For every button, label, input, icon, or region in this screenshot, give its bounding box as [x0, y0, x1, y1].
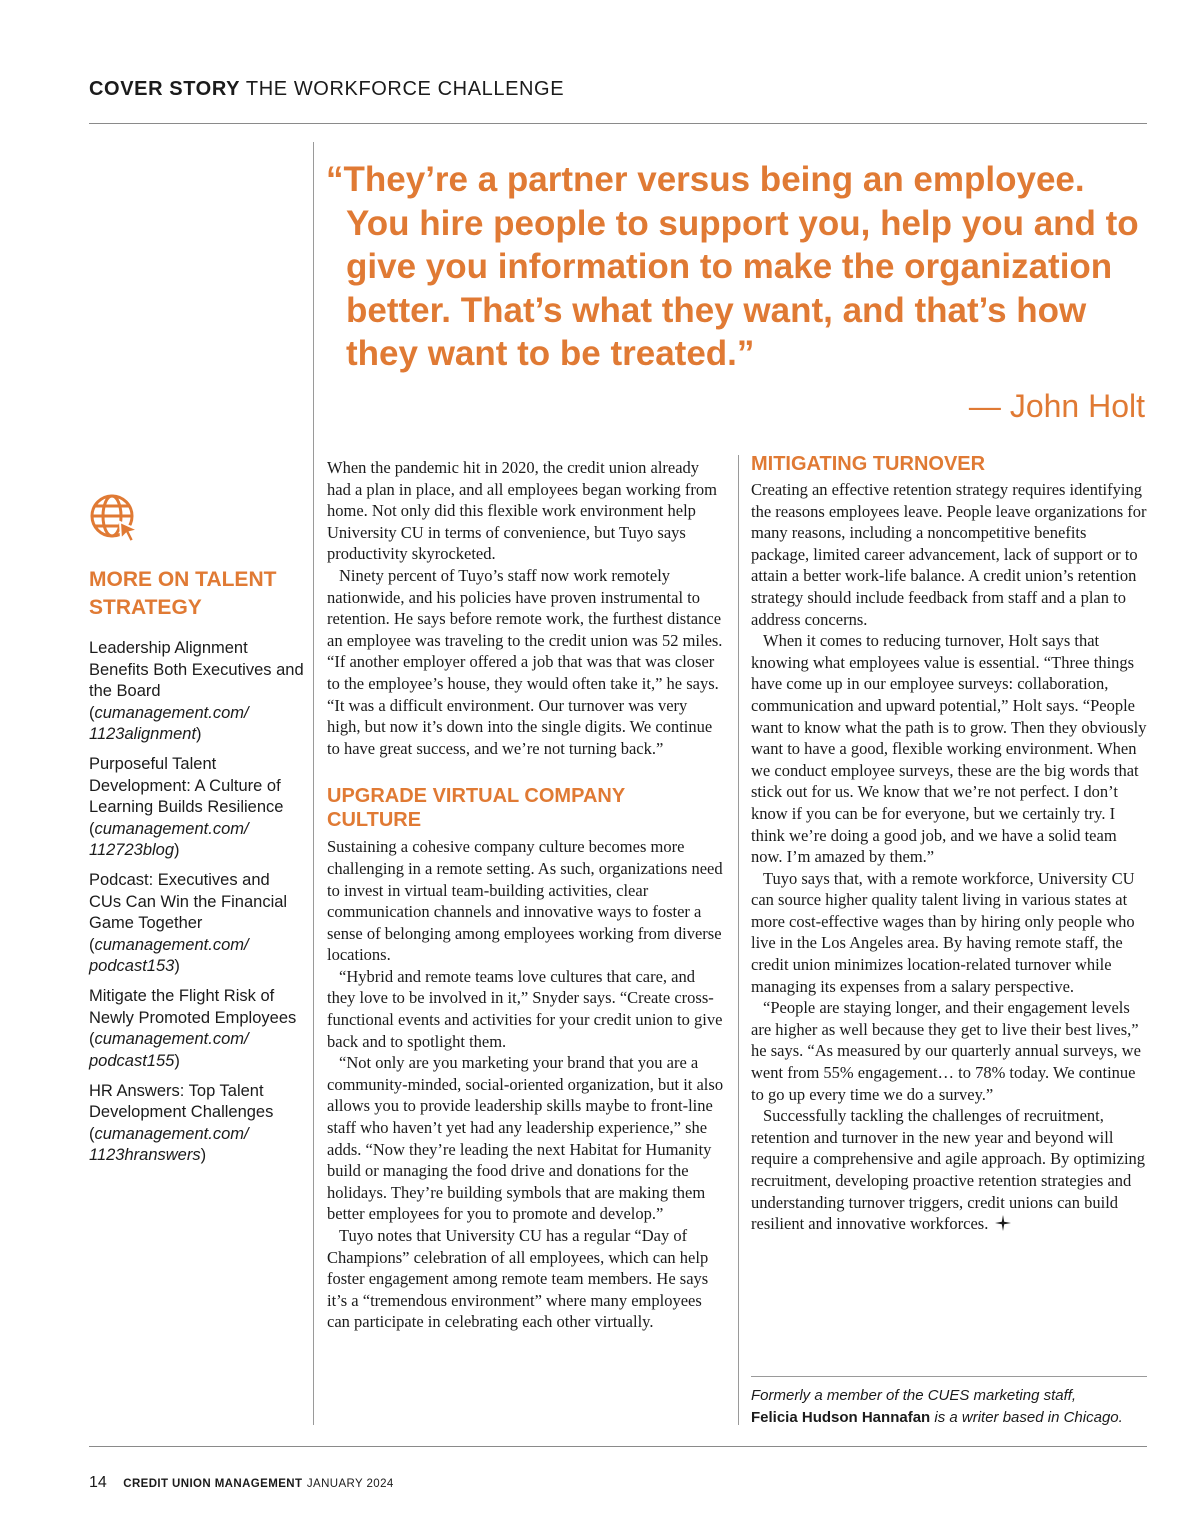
bio-rule	[751, 1376, 1147, 1377]
section-topic: THE WORKFORCE CHALLENGE	[245, 78, 565, 100]
related-link-url[interactable]: cumanagement.com/ 1123hranswers	[89, 1124, 249, 1164]
related-link-item[interactable]: Leadership Alignment Benefits Both Executives and the Board (cumanagement.com/ 1123alignment)	[89, 639, 304, 743]
body-paragraph: Tuyo notes that University CU has a regular “Day of Champions” celebration of all employees, which can help foster engagement among remote team members. He says it’s a “tremendous environment” where many employees can participate in celebrating each other virtually.	[327, 1226, 709, 1332]
related-link-item[interactable]: Mitigate the Flight Risk of Newly Promoted Employees (cumanagement.com/ podcast155)	[89, 987, 297, 1070]
body-paragraph: Creating an effective retention strategy requires identifying the reasons employees leave. People leave organizations for many reasons, including a noncompetitive benefits package, limited career advancement, lack of support or to attain a better work-life balance. A credit union’s retention strategy should include feedback from staff and a plan to address concerns.	[751, 480, 1147, 629]
sidebar-title: MORE ON TALENT STRATEGY	[89, 568, 277, 619]
top-rule	[89, 123, 1147, 124]
related-links-list	[89, 638, 304, 1175]
body-paragraph: “People are staying longer, and their engagement levels are higher as well because they get to live their best lives,” he says. “As measured by our quarterly annual surveys, we went from 55% engagement… to 78% today. We continue to go up every time we do a survey.”	[751, 998, 1141, 1104]
body-paragraph: Tuyo says that, with a remote workforce, University CU can source higher quality talent living in various states at more cost-effective wages than by hiring only people who live in the Los Angeles area. By having remote staff, the credit union minimizes location-related turnover while managing its expenses from a salary perspective.	[751, 868, 1135, 996]
column-divider-middle	[738, 455, 739, 1425]
related-link-title: Mitigate the Flight Risk of Newly Promoted Employees	[89, 987, 297, 1027]
section-subhead: MITIGATING TURNOVER	[751, 453, 986, 475]
article-column-middle	[327, 457, 724, 1333]
column-divider-left	[313, 142, 314, 1425]
related-link-url[interactable]: cumanagement.com/ podcast153	[89, 935, 249, 975]
pull-quote: “They’re a partner versus being an employee. You hire people to support you, help you and to give you information to make the organization better. That’s what they want, and that’s how they want to be treated.”	[326, 160, 1139, 373]
related-link-url[interactable]: cumanagement.com/ 112723blog	[89, 819, 249, 859]
related-link-url[interactable]: cumanagement.com/ 1123alignment	[89, 703, 249, 743]
related-link-item[interactable]: Purposeful Talent Development: A Culture of Learning Builds Resilience (cumanagement.com/ 112723blog)	[89, 755, 284, 859]
related-link-url[interactable]: cumanagement.com/ podcast155	[89, 1030, 249, 1070]
related-link-title: Podcast: Executives and CUs Can Win the Financial Game Together	[89, 871, 288, 932]
page-footer	[89, 1474, 394, 1492]
body-paragraph: “Not only are you marketing your brand that you are a community-minded, social-oriented organization, but it also allows you to provide leadership skills maybe to front-line staff who haven’t yet had any leadership experience,” she adds. “Now they’re leading the next Habitat for Humanity build or managing the food drive and donations for the holidays. They’re building symbols that are making them better employees for you to promote and develop.”	[327, 1053, 724, 1224]
related-link-title: Leadership Alignment Benefits Both Executives and the Board	[89, 639, 304, 700]
body-paragraph-final	[751, 1105, 1147, 1235]
bottom-rule	[89, 1446, 1147, 1447]
end-mark-icon	[994, 1214, 1012, 1232]
body-paragraph: Sustaining a cohesive company culture becomes more challenging in a remote setting. As such, organizations need to invest in virtual team-building activities, clear communication channels and innovative ways to foster a sense of belonging among employees working from diverse locations.	[327, 837, 723, 965]
author-name: Felicia Hudson Hannafan	[751, 1408, 931, 1426]
body-paragraph: Ninety percent of Tuyo’s staff now work remotely nationwide, and his policies have proven instrumental to retention. He says before remote work, the furthest distance an employee was traveling to the credit union was 52 miles. “If another employer offered a job that was that was closer to the employee’s house, they would often take it,” he says. “It was a difficult environment. Our turnover was very high, but now it’s down into the single digits. We continue to have great success, and we’re not turning back.”	[327, 565, 723, 758]
body-paragraph: When it comes to reducing turnover, Holt says that knowing what employees value is essential. “Three things have come up in our employee surveys: collaboration, communication and upward potential,” Holt says. “People want to know what the path is to grow. Then they obviously want to have a good, flexible working environment. When we conduct employee surveys, these are the big words that stick out for us. We know that we’re not perfect. I don’t know if you can be for everyone, but we certainly try. I think we’re doing a good job, and we have a solid team now. I’m amazed by them.”	[751, 631, 1147, 867]
globe-cursor-icon	[88, 492, 140, 544]
body-paragraph: When the pandemic hit in 2020, the credit union already had a plan in place, and all employees began working from home. Not only did this flexible work environment help University CU in terms of convenience, but Tuyo says productivity skyrocketed.	[327, 458, 717, 564]
page-number: 14	[89, 1474, 107, 1491]
publication-name: CREDIT UNION MANAGEMENT	[123, 1478, 303, 1490]
bio-intro: Formerly a member of the CUES marketing staff,	[751, 1387, 1077, 1404]
body-paragraph-text: Successfully tackling the challenges of recruitment, retention and turnover in the new year and beyond will require a comprehensive and agile approach. By optimizing recruitment, developing proactive retention strategies and understanding turnover triggers, credit unions can build resilient and innovative workforces.	[751, 1106, 1146, 1234]
article-column-right	[751, 453, 1147, 1235]
section-header	[89, 78, 564, 101]
section-subhead: UPGRADE VIRTUAL COMPANY CULTURE	[327, 785, 625, 832]
related-link-title: HR Answers: Top Talent Development Challenges	[89, 1081, 274, 1121]
issue-date: JANUARY 2024	[306, 1478, 394, 1490]
pull-quote-attribution: — John Holt	[968, 388, 1145, 424]
section-label: COVER STORY	[89, 78, 241, 100]
bio-outro: is a writer based in Chicago.	[930, 1408, 1123, 1426]
author-bio	[751, 1385, 1147, 1428]
related-link-title: Purposeful Talent Development: A Culture of Learning Builds Resilience	[89, 755, 284, 816]
related-link-item[interactable]: HR Answers: Top Talent Development Challenges (cumanagement.com/ 1123hranswers)	[89, 1081, 274, 1164]
related-link-item[interactable]: Podcast: Executives and CUs Can Win the Financial Game Together (cumanagement.com/ podcast153)	[89, 871, 288, 975]
body-paragraph: “Hybrid and remote teams love cultures that care, and they love to be involved in it,” Snyder says. “Create cross-functional events and activities for your credit union to give back and to spotlight them.	[327, 966, 723, 1051]
